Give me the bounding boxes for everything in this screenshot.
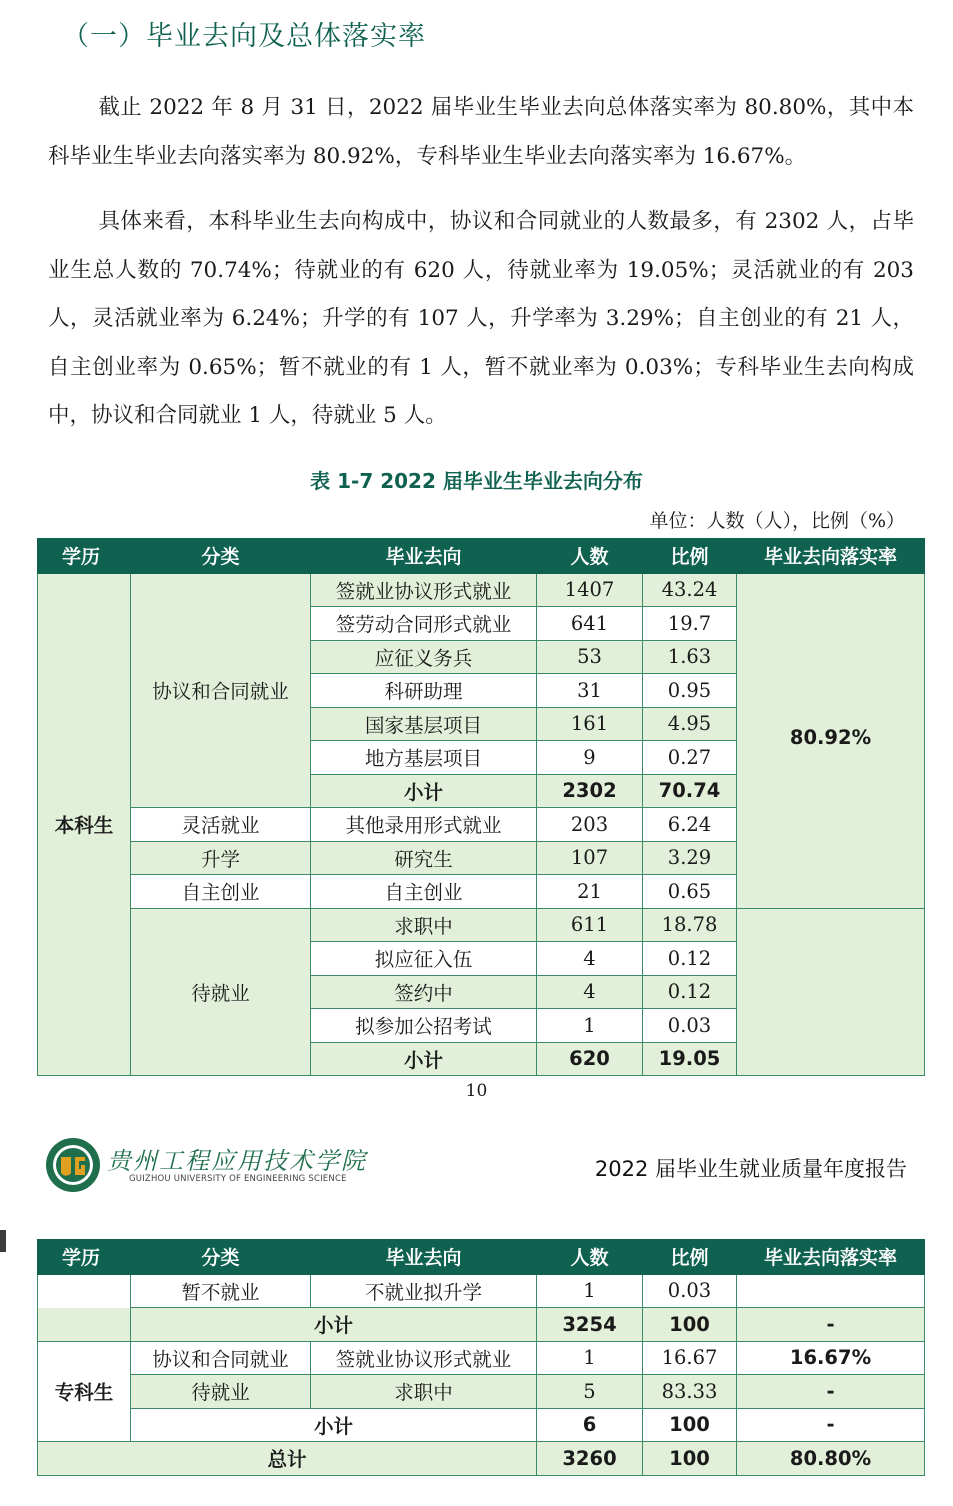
- ratio-cell: 18.78: [643, 908, 737, 942]
- destination-cell: 拟应征入伍: [311, 942, 537, 976]
- destination-table-part2: [37, 1239, 925, 1476]
- total-rate: 80.80%: [737, 1442, 925, 1476]
- college-subtotal-row: [38, 1408, 925, 1442]
- category-further-study: 升学: [131, 841, 311, 875]
- table-header-row: [38, 539, 925, 573]
- ratio-cell: 6.24: [643, 808, 737, 842]
- count-cell: 1: [537, 1009, 643, 1043]
- destination-cell: 求职中: [311, 908, 537, 942]
- count-cell: 4: [537, 975, 643, 1009]
- subtotal-label: 小计: [131, 1408, 537, 1442]
- rate-cell: 16.67%: [737, 1341, 925, 1375]
- subtotal-ratio: 19.05: [643, 1042, 737, 1076]
- ratio-cell: 0.03: [643, 1009, 737, 1043]
- count-cell: 1: [537, 1341, 643, 1375]
- destination-cell: 应征义务兵: [311, 640, 537, 674]
- category-self-employed: 自主创业: [131, 875, 311, 909]
- category-flexible: 灵活就业: [131, 808, 311, 842]
- count-cell: 641: [537, 607, 643, 641]
- ratio-cell: 83.33: [643, 1375, 737, 1409]
- total-ratio: 100: [643, 1442, 737, 1476]
- count-cell: 53: [537, 640, 643, 674]
- header-education: 学历: [38, 539, 131, 573]
- destination-cell: 自主创业: [311, 875, 537, 909]
- count-cell: 1407: [537, 573, 643, 607]
- destination-table-part1: [37, 538, 925, 1076]
- header-rate: 毕业去向落实率: [737, 1240, 925, 1274]
- table-row: [38, 573, 925, 607]
- subtotal-label: 小计: [131, 1308, 537, 1342]
- ratio-cell: 16.67: [643, 1341, 737, 1375]
- subtotal-count: 620: [537, 1042, 643, 1076]
- destination-cell: 研究生: [311, 841, 537, 875]
- college-label: 专科生: [38, 1341, 131, 1442]
- paragraph-overall-rate: 截止 2022 年 8 月 31 日，2022 届毕业生毕业去向总体落实率为 80.80%，其中本科毕业生毕业去向落实率为 80.92%，专科毕业生毕业去向落实率为 16.67%。: [48, 95, 914, 169]
- destination-cell: 地方基层项目: [311, 741, 537, 775]
- header-count: 人数: [537, 539, 643, 573]
- section-title: （一）毕业去向及总体落实率: [62, 21, 426, 52]
- ratio-cell: 43.24: [643, 573, 737, 607]
- destination-cell: 签就业协议形式就业: [311, 573, 537, 607]
- unit-note: 单位：人数（人），比例（%）: [649, 510, 905, 532]
- count-cell: 161: [537, 707, 643, 741]
- subtotal-rate: -: [737, 1308, 925, 1342]
- table-header-row: [38, 1240, 925, 1274]
- undergrad-label: 本科生: [38, 573, 131, 1076]
- category-not-employed: 暂不就业: [131, 1274, 311, 1308]
- category-cell: 待就业: [131, 1375, 311, 1409]
- school-logo-icon: [45, 1137, 101, 1193]
- category-cell: 协议和合同就业: [131, 1341, 311, 1375]
- rate-cell: -: [737, 1375, 925, 1409]
- report-title: 2022 届毕业生就业质量年度报告: [594, 1157, 907, 1181]
- subtotal-label: 小计: [311, 774, 537, 808]
- subtotal-ratio: 100: [643, 1308, 737, 1342]
- destination-cell: 签约中: [311, 975, 537, 1009]
- count-cell: 611: [537, 908, 643, 942]
- ratio-cell: 1.63: [643, 640, 737, 674]
- rate-cell-empty: [737, 908, 925, 1076]
- destination-cell: 签劳动合同形式就业: [311, 607, 537, 641]
- header-destination: 毕业去向: [311, 539, 537, 573]
- ratio-cell: 0.12: [643, 942, 737, 976]
- header-destination: 毕业去向: [311, 1240, 537, 1274]
- total-count: 3260: [537, 1442, 643, 1476]
- table-row: [38, 1274, 925, 1308]
- subtotal-label: 小计: [311, 1042, 537, 1076]
- category-pending: 待就业: [131, 908, 311, 1076]
- table-row: [38, 1341, 925, 1375]
- count-cell: 5: [537, 1375, 643, 1409]
- table-row: [38, 1375, 925, 1409]
- count-cell: 31: [537, 674, 643, 708]
- count-cell: 1: [537, 1274, 643, 1308]
- paragraph-breakdown: 具体来看，本科毕业生去向构成中，协议和合同就业的人数最多，有 2302 人，占毕业生总人数的 70.74%；待就业的有 620 人，待就业率为 19.05%；灵活就业的有 203 人，灵活就业率为 6.24%；升学的有 107 人，升学率为 3.29%；自主创业的有 21 人，自主创业率为 0.65%；暂不就业的有 1 人，暂不就业率为 0.03%；专科毕业生去向构成中，协议和合同就业 1 人，待就业 5 人。: [48, 209, 914, 428]
- count-cell: 107: [537, 841, 643, 875]
- ratio-cell: 0.12: [643, 975, 737, 1009]
- subtotal-count: 2302: [537, 774, 643, 808]
- page-number: 10: [465, 1081, 488, 1101]
- ratio-cell: 0.65: [643, 875, 737, 909]
- header-count: 人数: [537, 1240, 643, 1274]
- school-name-cn: 贵州工程应用技术学院: [107, 1147, 367, 1175]
- undergrad-continued-cell: [38, 1274, 131, 1308]
- destination-cell: 求职中: [311, 1375, 537, 1409]
- grand-total-row: [38, 1442, 925, 1476]
- school-name-en: GUIZHOU UNIVERSITY OF ENGINEERING SCIENCE: [129, 1174, 347, 1184]
- subtotal-rate: -: [737, 1408, 925, 1442]
- header-category: 分类: [131, 539, 311, 573]
- destination-cell: 国家基层项目: [311, 707, 537, 741]
- count-cell: 4: [537, 942, 643, 976]
- page-edge-marker: [0, 1230, 6, 1252]
- destination-cell: 其他录用形式就业: [311, 808, 537, 842]
- destination-cell: 签就业协议形式就业: [311, 1341, 537, 1375]
- ratio-cell: 4.95: [643, 707, 737, 741]
- undergrad-continued-cell: [38, 1308, 131, 1342]
- ratio-cell: 19.7: [643, 607, 737, 641]
- ratio-cell: 0.27: [643, 741, 737, 775]
- count-cell: 203: [537, 808, 643, 842]
- undergrad-rate: 80.92%: [737, 573, 925, 909]
- destination-cell: 拟参加公招考试: [311, 1009, 537, 1043]
- subtotal-count: 6: [537, 1408, 643, 1442]
- count-cell: 21: [537, 875, 643, 909]
- header-education: 学历: [38, 1240, 131, 1274]
- subtotal-ratio: 100: [643, 1408, 737, 1442]
- total-label: 总计: [38, 1442, 537, 1476]
- header-ratio: 比例: [643, 1240, 737, 1274]
- ratio-cell: 3.29: [643, 841, 737, 875]
- rate-cell: [737, 1274, 925, 1308]
- table-caption: 表 1-7 2022 届毕业生毕业去向分布: [310, 469, 643, 493]
- page-header: [45, 1137, 915, 1197]
- category-contract: 协议和合同就业: [131, 573, 311, 808]
- destination-cell: 科研助理: [311, 674, 537, 708]
- subtotal-ratio: 70.74: [643, 774, 737, 808]
- ratio-cell: 0.95: [643, 674, 737, 708]
- destination-cell: 不就业拟升学: [311, 1274, 537, 1308]
- subtotal-count: 3254: [537, 1308, 643, 1342]
- ratio-cell: 0.03: [643, 1274, 737, 1308]
- undergrad-subtotal-row: [38, 1308, 925, 1342]
- table-row: [38, 908, 925, 942]
- count-cell: 9: [537, 741, 643, 775]
- header-rate: 毕业去向落实率: [737, 539, 925, 573]
- header-ratio: 比例: [643, 539, 737, 573]
- header-category: 分类: [131, 1240, 311, 1274]
